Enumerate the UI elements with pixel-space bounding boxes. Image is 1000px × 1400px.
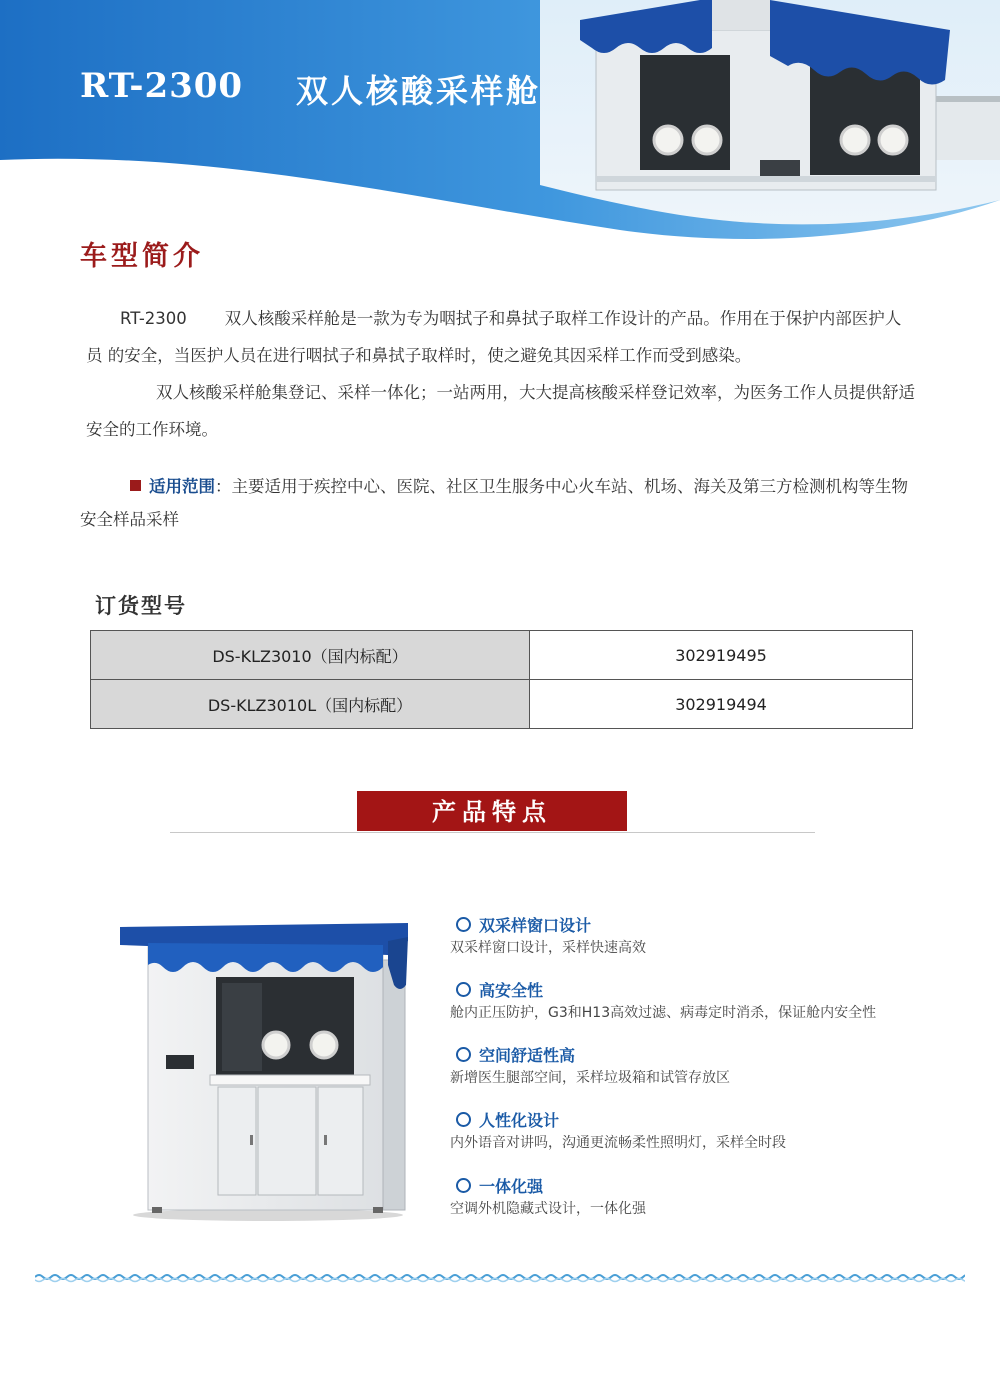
header-banner [0,0,1000,250]
header-model: RT-2300 [80,66,244,106]
order-code-cell: 302919494 [530,680,913,729]
feature-item [450,1110,786,1154]
order-model-cell: DS-KLZ3010（国内标配） [91,631,530,680]
feature-title: 空间舒适性高 [479,1046,576,1065]
circle-bullet-icon [456,1047,471,1062]
feature-title: 高安全性 [479,981,544,1000]
feature-item [450,1176,646,1220]
intro-paragraph-2-text: 双人核酸采样舱集登记、采样一体化；一站两用，大大提高核酸采样登记效率，为医务工作人员提供舒适安全的工作环境。 [86,383,915,439]
order-table [90,630,913,729]
table-row [91,631,913,680]
order-model-cell: DS-KLZ3010L（国内标配） [91,680,530,729]
feature-desc: 空调外机隐藏式设计，一体化强 [450,1201,646,1217]
feature-item [450,980,876,1024]
circle-bullet-icon [456,1178,471,1193]
header-product-name: 双人核酸采样舱 [296,72,542,110]
intro-paragraph-1-text: 双人核酸采样舱是一款为专为咽拭子和鼻拭子取样工作设计的产品。作用在于保护内部医护人员 的安全，当医护人员在进行咽拭子和鼻拭子取样时，使之避免其因采样工作而受到感染。 [86,309,902,365]
feature-desc: 舱内正压防护，G3和H13高效过滤、病毒定时消杀，保证舱内安全性 [450,1005,877,1021]
feature-desc: 新增医生腿部空间，采样垃圾箱和试管存放区 [450,1070,730,1086]
intro-model-ref: RT-2300 [120,309,187,328]
features-heading: 产品特点 [357,791,627,831]
table-row [91,680,913,729]
booth-illustration [118,915,418,1225]
feature-title: 人性化设计 [479,1111,560,1130]
feature-title: 一体化强 [479,1177,544,1196]
banner-background [0,0,1000,250]
feature-desc: 内外语音对讲吗，沟通更流畅柔性照明灯，采样全时段 [450,1135,786,1151]
square-bullet-icon [130,480,141,491]
circle-bullet-icon [456,917,471,932]
scope-paragraph [80,470,920,536]
intro-paragraph-2 [86,374,916,448]
scope-label: 适用范围 [149,477,215,496]
features-divider [170,832,815,833]
feature-item [450,1045,730,1089]
scope-text: ：主要适用于疾控中心、医院、社区卫生服务中心火车站、机场、海关及第三方检测机构等生物安全样品采样 [80,477,908,529]
feature-desc: 双采样窗口设计，采样快速高效 [450,940,646,956]
booth-product-image [118,915,418,1229]
footer-wave-divider [35,1272,965,1284]
circle-bullet-icon [456,1112,471,1127]
circle-bullet-icon [456,982,471,997]
intro-paragraph-1 [86,300,916,374]
order-heading: 订货型号 [95,594,187,618]
intro-heading: 车型简介 [80,241,204,272]
feature-item [450,915,646,959]
feature-title: 双采样窗口设计 [479,916,592,935]
order-code-cell: 302919495 [530,631,913,680]
